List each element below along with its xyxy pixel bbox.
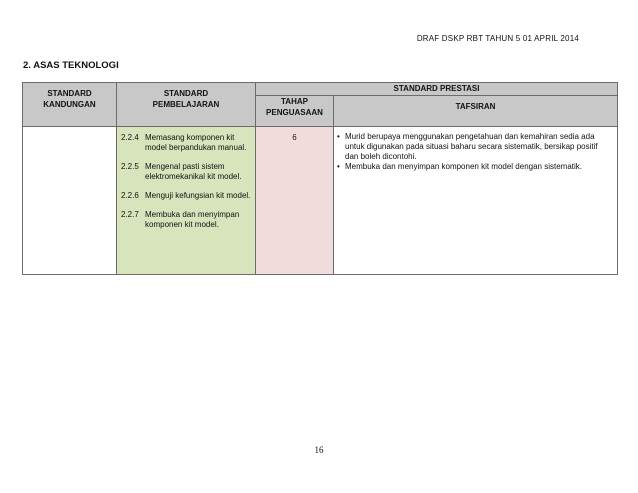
tahap-value: 6	[292, 133, 297, 142]
tafsiran-list	[334, 127, 617, 176]
header-tahap-penguasaan: TAHAP PENGUASAAN	[256, 96, 334, 127]
pembelajaran-list	[117, 127, 255, 236]
standard-kandungan-cell	[23, 127, 117, 275]
tafsiran-bullet: • Murid berupaya menggunakan pengetahuan dan kemahiran sedia ada untuk digunakan pada situasi baharu secara sistematik, bersikap positif dan boleh dicontohi.	[337, 132, 598, 161]
header-standard-pembelajaran: STANDARD PEMBELAJARAN	[117, 83, 256, 127]
pembelajaran-item: 2.2.7 Membuka dan menyimpan komponen kit model.	[121, 210, 240, 229]
pembelajaran-item: 2.2.4 Memasang komponen kit model berpandukan manual.	[121, 133, 247, 152]
header-standard-kandungan: STANDARD KANDUNGAN	[23, 83, 117, 127]
standards-table	[22, 82, 618, 275]
header-tafsiran: TAFSIRAN	[334, 96, 618, 127]
bullet-icon: •	[337, 132, 340, 141]
tafsiran-cell	[334, 127, 618, 275]
document-header: DRAF DSKP RBT TAHUN 5 01 APRIL 2014	[416, 34, 579, 43]
tafsiran-bullet: • Membuka dan menyimpan komponen kit model dengan sistematik.	[337, 162, 583, 171]
header-standard-prestasi: STANDARD PRESTASI	[256, 83, 618, 96]
tahap-penguasaan-cell	[256, 127, 334, 275]
pembelajaran-item: 2.2.5 Mengenal pasti sistem elektromekanikal kit model.	[121, 162, 242, 181]
section-title: 2. ASAS TEKNOLOGI	[23, 60, 119, 71]
pembelajaran-item: 2.2.6 Menguji kefungsian kit model.	[121, 191, 251, 200]
standard-pembelajaran-cell	[117, 127, 256, 275]
page-number: 16	[314, 445, 324, 455]
bullet-icon: •	[337, 162, 340, 171]
